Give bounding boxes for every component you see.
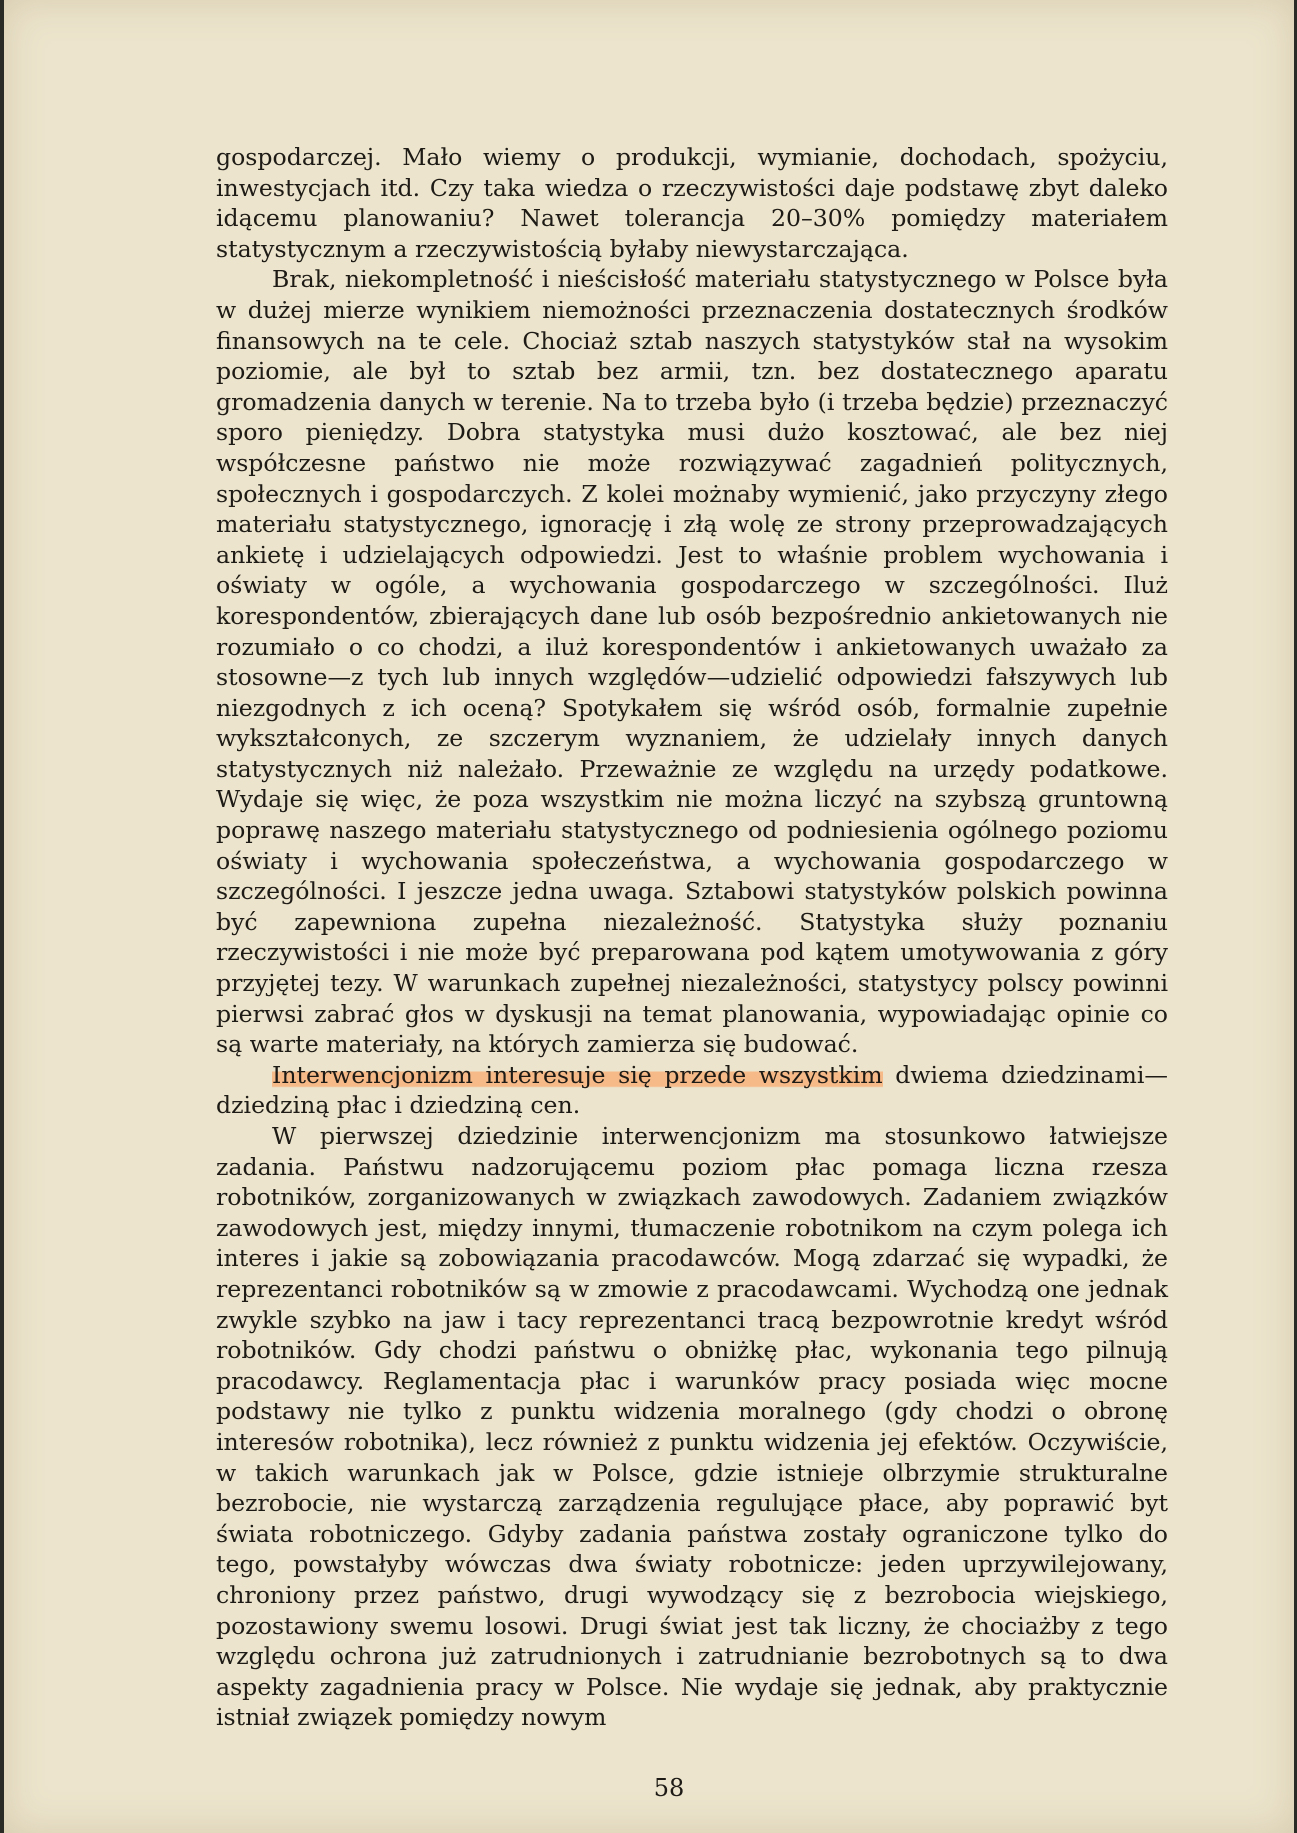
paragraph-3-rest: dwiema dziedzinami—dziedziną płac i dziedziną cen. — [216, 1060, 1168, 1120]
page-number: 58 — [653, 1774, 685, 1802]
paragraph-3-highlighted — [216, 1060, 1168, 1121]
paragraph-2: Brak, niekompletność i nieścisłość materiału statystycznego w Polsce była w dużej mierze wynikiem niemożności przeznaczenia dostatecznych środków finansowych na te cele. Chociaż sztab naszych statystyków stał na wysokim poziomie, ale był to sztab bez armii, tzn. bez dostatecznego aparatu gromadzenia danych w terenie. Na to trzeba było (i trzeba będzie) przeznaczyć sporo pieniędzy. Dobra statystyka musi dużo kosztować, ale bez niej współczesne państwo nie może rozwiązywać zagadnień politycznych, społecznych i gospodarczych. Z kolei możnaby wymienić, jako przyczyny złego materiału statystycznego, ignorację i złą wolę ze strony przeprowadzających ankietę i udzielających odpowiedzi. Jest to właśnie problem wychowania i oświaty w ogóle, a wychowania gospodarczego w szczególności. Iluż korespondentów, zbierających dane lub osób bezpośrednio ankietowanych nie rozumiało o co chodzi, a iluż korespondentów i ankietowanych uważało za stosowne—z tych lub innych względów—udzielić odpowiedzi fałszywych lub niezgodnych z ich oceną? Spotykałem się wśród osób, formalnie zupełnie wykształconych, ze szczerym wyznaniem, że udzielały innych danych statystycznych niż należało. Przeważnie ze względu na urzędy podatkowe. Wydaje się więc, że poza wszystkim nie można liczyć na szybszą gruntowną poprawę naszego materiału statystycznego od podniesienia ogólnego poziomu oświaty i wychowania społeczeństwa, a wychowania gospodarczego w szczególności. I jeszcze jedna uwaga. Sztabowi statystyków polskich powinna być zapewniona zupełna niezależność. Statystyka służy poznaniu rzeczywistości i nie może być preparowana pod kątem umotywowania z góry przyjętej tezy. W warunkach zupełnej niezależności, statystycy polscy powinni pierwsi zabrać głos w dyskusji na temat planowania, wypowiadając opinie co są warte materiały, na których zamierza się budować. — [216, 265, 1168, 1059]
body-text — [216, 142, 1168, 1733]
paragraph-4: W pierwszej dziedzinie interwencjonizm ma stosunkowo łatwiejsze zadania. Państwu nadzorującemu poziom płac pomaga liczna rzesza robotników, zorganizowanych w związkach zawodowych. Zadaniem związków zawodowych jest, między innymi, tłumaczenie robotnikom na czym polega ich interes i jakie są zobowiązania pracodawców. Mogą zdarzać się wypadki, że reprezentanci robotników są w zmowie z pracodawcami. Wychodzą one jednak zwykle szybko na jaw i tacy reprezentanci tracą bezpowrotnie kredyt wśród robotników. Gdy chodzi państwu o obniżkę płac, wykonania tego pilnują pracodawcy. Reglamentacja płac i warunków pracy posiada więc mocne podstawy nie tylko z punktu widzenia moralnego (gdy chodzi o obronę interesów robotnika), lecz również z punktu widzenia jej efektów. Oczywiście, w takich warunkach jak w Polsce, gdzie istnieje olbrzymie strukturalne bezrobocie, nie wystarczą zarządzenia regulujące płace, aby poprawić byt świata robotniczego. Gdyby zadania państwa zostały ograniczone tylko do tego, powstałyby wówczas dwa światy robotnicze: jeden uprzywilejowany, chroniony przez państwo, drugi wywodzący się z bezrobocia wiejskiego, pozostawiony swemu losowi. Drugi świat jest tak liczny, że chociażby z tego względu ochrona już zatrudnionych i zatrudnianie bezrobotnych są to dwa aspekty zagadnienia pracy w Polsce. Nie wydaje się jednak, aby praktycznie istniał związek pomiędzy nowym — [216, 1122, 1168, 1732]
highlighted-text: Interwencjonizm interesuje się przede wszystkim — [272, 1060, 883, 1089]
paragraph-1: gospodarczej. Mało wiemy o produkcji, wymianie, dochodach, spożyciu, inwestycjach itd. Czy taka wiedza o rzeczywistości daje podstawę zbyt daleko idącemu planowaniu? Nawet tolerancja 20–30% pomiędzy materiałem statystycznym a rzeczywistością byłaby niewystarczająca. — [216, 143, 1168, 263]
book-page — [4, 0, 1294, 1833]
